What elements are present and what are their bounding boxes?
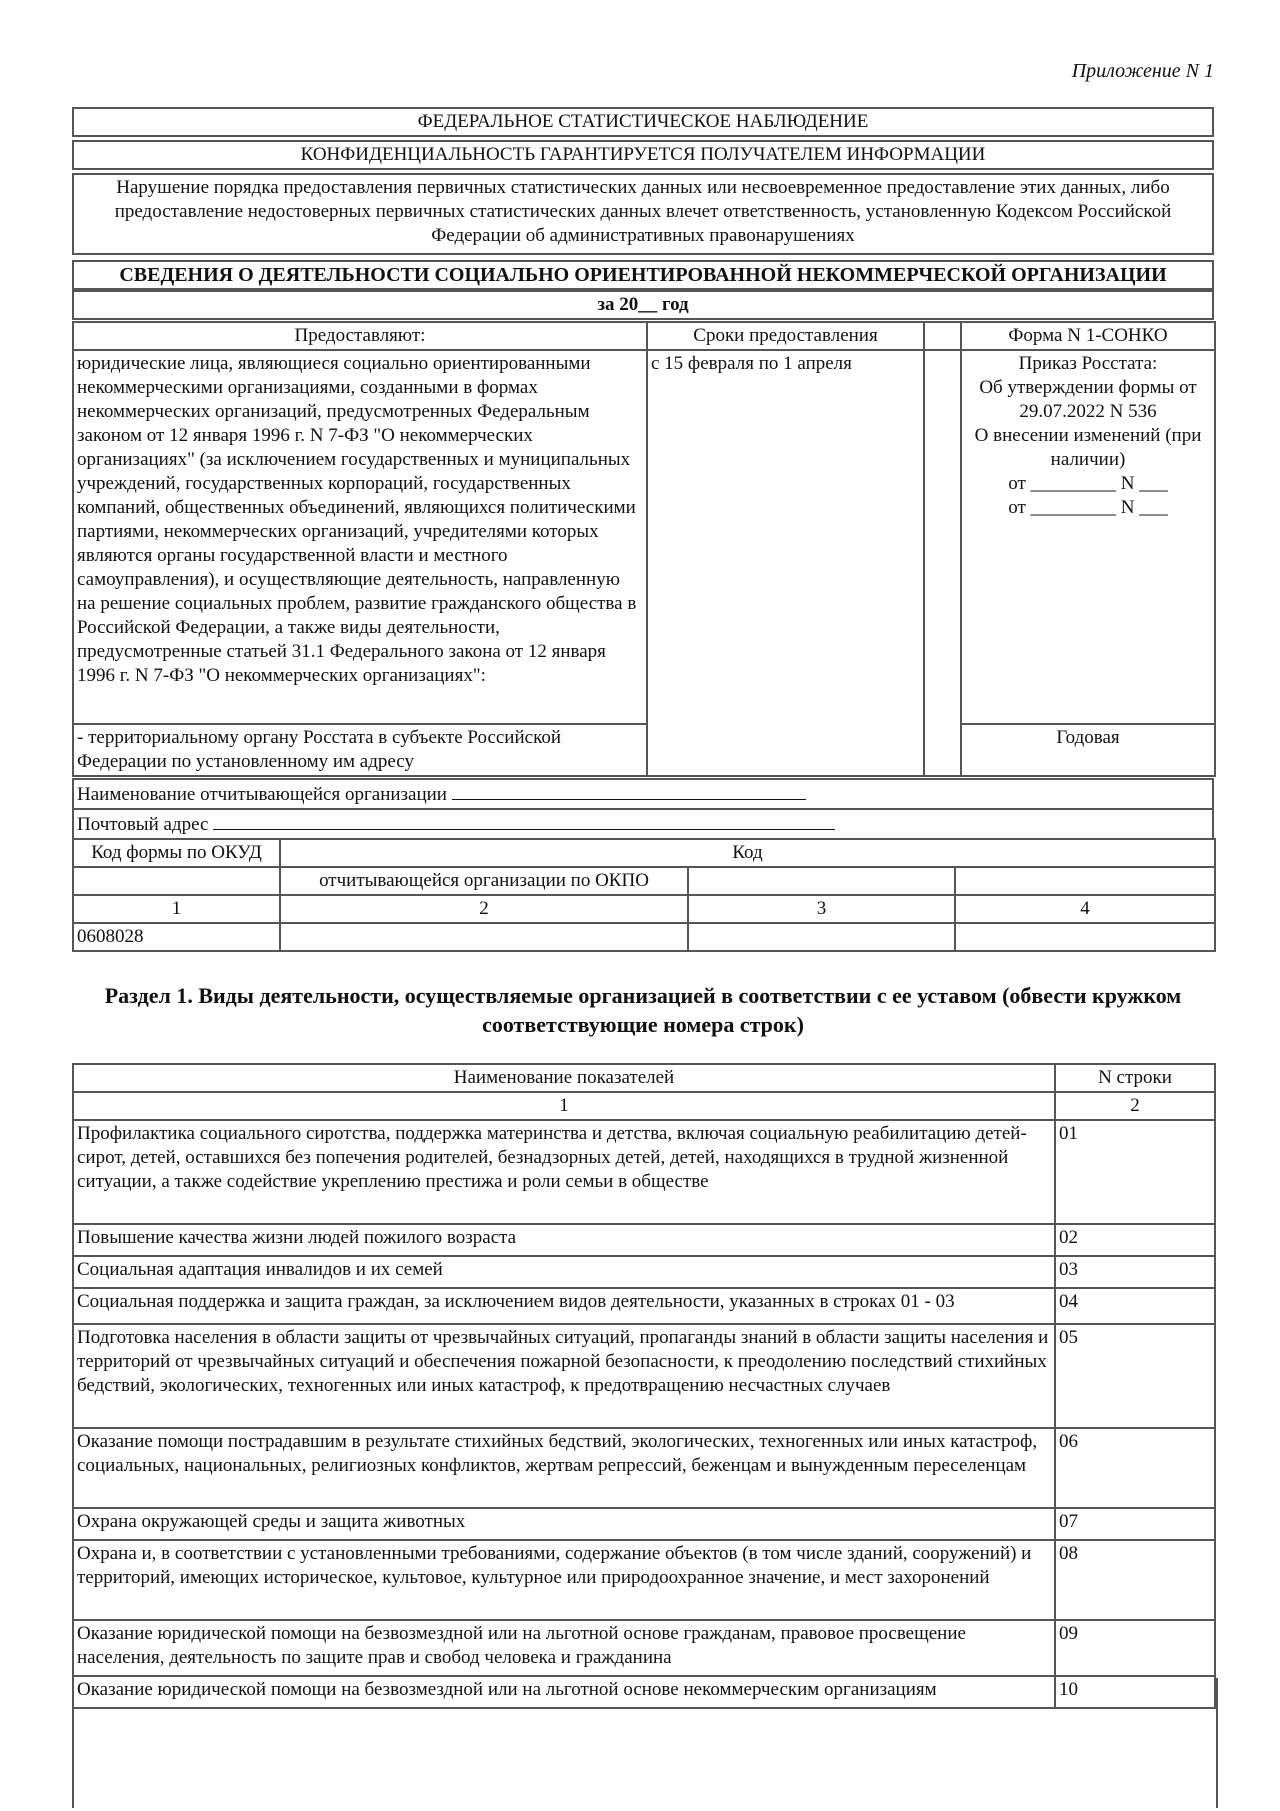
codes-col-number: 2 xyxy=(280,895,688,923)
okpo-label: отчитывающейся организации по ОКПО xyxy=(280,867,688,895)
row-number[interactable]: 03 xyxy=(1055,1256,1215,1288)
row-number[interactable]: 02 xyxy=(1055,1224,1215,1256)
row-number[interactable]: 04 xyxy=(1055,1288,1215,1324)
codes-col-number: 1 xyxy=(73,895,280,923)
col-number: 2 xyxy=(1055,1092,1215,1120)
address-row xyxy=(73,809,1213,839)
indicator-name: Социальная адаптация инвалидов и их семей xyxy=(73,1256,1055,1288)
row-number[interactable]: 10 xyxy=(1055,1676,1215,1708)
warning-text: Нарушение порядка предоставления первичных статистических данных или несвоевременное предоставление этих данных, либо предоставление недостоверных первичных статистических данных влечет ответственность, установленную Кодексом Российской Федерации об административных правонарушениях xyxy=(73,174,1213,254)
table-row xyxy=(73,1256,1215,1288)
table-row xyxy=(73,1540,1215,1620)
section1-table xyxy=(72,1063,1216,1709)
indicator-name: Подготовка населения в области защиты от чрезвычайных ситуаций, пропаганды знаний в области защиты населения и территорий от чрезвычайных ситуаций и обеспечения пожарной безопасности, к преодолению последствий стихийных бедствий, экологических, техногенных или иных катастроф, к предотвращению несчастных случаев xyxy=(73,1324,1055,1428)
periodicity: Годовая xyxy=(961,724,1215,776)
form-title-box xyxy=(72,260,1214,290)
empty-cell xyxy=(688,867,955,895)
col-num-header: N строки xyxy=(1055,1064,1215,1092)
okud-label: Код формы по ОКУД xyxy=(73,839,280,867)
appendix-label: Приложение N 1 xyxy=(1071,60,1214,82)
header-warning xyxy=(72,173,1214,255)
indicator-name: Оказание юридической помощи на безвозмездной или на льготной основе гражданам, правовое просвещение населения, деятельность по защите прав и свобод человека и гражданина xyxy=(73,1620,1055,1676)
indicator-name: Охрана окружающей среды и защита животных xyxy=(73,1508,1055,1540)
code-value-4[interactable] xyxy=(955,923,1215,951)
order-cell xyxy=(961,350,1215,724)
org-name-field[interactable] xyxy=(452,781,806,800)
empty-cell xyxy=(955,867,1215,895)
order-text: Об утверждении формы от 29.07.2022 N 536 xyxy=(979,377,1197,422)
codes-col-number: 3 xyxy=(688,895,955,923)
organization-table xyxy=(72,778,1214,840)
indicator-name: Оказание юридической помощи на безвозмездной или на льготной основе некоммерческим организациям xyxy=(73,1676,1055,1708)
section1-title: Раздел 1. Виды деятельности, осуществляемые организацией в соответствии с ее уставом (обвести кружком соответствующие номера строк) xyxy=(104,983,1182,1037)
table-row xyxy=(73,1620,1215,1676)
indicator-name: Повышение качества жизни людей пожилого возраста xyxy=(73,1224,1055,1256)
table-row xyxy=(73,1288,1215,1324)
org-name-label: Наименование отчитывающейся организации xyxy=(77,784,447,805)
col-number: 1 xyxy=(73,1092,1055,1120)
who-text: юридические лица, являющиеся социально ориентированными некоммерческими организациями, созданными в формах некоммерческих организаций, предусмотренных Федеральным законом от 12 января 1996 г. N 7-ФЗ "О некоммерческих организациях" (за исключением государственных и муниципальных учреждений, государственных корпораций, государственных компаний, общественных объединений, являющихся политическими партиями, некоммерческих организаций, учредителями которых являются органы государственной власти и местного самоуправления), и осуществляющие деятельность, направленную на решение социальных проблем, развитие гражданского общества в Российской Федерации, а также виды деятельности, предусмотренные статьей 31.1 Федерального закона от 12 января 1996 г. N 7-ФЗ "О некоммерческих организациях": xyxy=(73,350,647,724)
code-value-3[interactable] xyxy=(688,923,955,951)
code-label: Код xyxy=(280,839,1215,867)
col-terms-header: Сроки предоставления xyxy=(647,322,924,350)
col-form-header: Форма N 1-СОНКО xyxy=(961,322,1215,350)
continuation-table xyxy=(72,1678,1218,1808)
order-from-1: от _________ N ___ xyxy=(1008,473,1168,494)
address-label: Почтовый адрес xyxy=(77,814,209,835)
row-number[interactable]: 09 xyxy=(1055,1620,1215,1676)
recipient-text: - территориальному органу Росстата в субъекте Российской Федерации по установленному им адресу xyxy=(73,724,647,776)
spacer-cell xyxy=(924,322,961,350)
form-title: СВЕДЕНИЯ О ДЕЯТЕЛЬНОСТИ СОЦИАЛЬНО ОРИЕНТИРОВАННОЙ НЕКОММЕРЧЕСКОЙ ОРГАНИЗАЦИИ xyxy=(73,261,1213,289)
okpo-value[interactable] xyxy=(280,923,688,951)
codes-col-number: 4 xyxy=(955,895,1215,923)
row-number[interactable]: 01 xyxy=(1055,1120,1215,1224)
terms-text: с 15 февраля по 1 апреля xyxy=(647,350,924,776)
changes-text: О внесении изменений (при наличии) xyxy=(974,425,1202,470)
header-line-1: ФЕДЕРАЛЬНОЕ СТАТИСТИЧЕСКОЕ НАБЛЮДЕНИЕ xyxy=(73,108,1213,136)
col-who-header: Предоставляют: xyxy=(73,322,647,350)
spacer-cell xyxy=(924,350,961,776)
col-name-header: Наименование показателей xyxy=(73,1064,1055,1092)
year-line-box xyxy=(72,290,1214,320)
row-number[interactable]: 07 xyxy=(1055,1508,1215,1540)
row-number[interactable]: 08 xyxy=(1055,1540,1215,1620)
indicator-name: Профилактика социального сиротства, поддержка материнства и детства, включая социальную реабилитацию детей-сирот, детей, оставшихся без попечения родителей, безнадзорных детей, детей, находящихся в трудной жизненной ситуации, а также содействие укреплению престижа и роли семьи в обществе xyxy=(73,1120,1055,1224)
okud-value: 0608028 xyxy=(73,923,280,951)
header-line-2: КОНФИДЕНЦИАЛЬНОСТЬ ГАРАНТИРУЕТСЯ ПОЛУЧАТЕЛЕМ ИНФОРМАЦИИ xyxy=(73,141,1213,169)
year-line: за 20__ год xyxy=(73,291,1213,319)
provide-table xyxy=(72,321,1216,777)
indicator-name: Оказание помощи пострадавшим в результате стихийных бедствий, экологических, техногенных или иных катастроф, социальных, национальных, религиозных конфликтов, жертвам репрессий, беженцам и вынужденным переселенцам xyxy=(73,1428,1055,1508)
indicator-name: Социальная поддержка и защита граждан, за исключением видов деятельности, указанных в строках 01 - 03 xyxy=(73,1288,1055,1324)
header-federal-observation xyxy=(72,107,1214,137)
header-confidentiality xyxy=(72,140,1214,170)
address-field[interactable] xyxy=(213,811,835,830)
org-name-row xyxy=(73,779,1213,809)
row-number[interactable]: 06 xyxy=(1055,1428,1215,1508)
order-title: Приказ Росстата: xyxy=(1018,353,1158,374)
table-row xyxy=(73,1508,1215,1540)
empty-cell xyxy=(73,867,280,895)
order-from-2: от _________ N ___ xyxy=(1008,497,1168,518)
table-row xyxy=(73,1324,1215,1428)
table-row xyxy=(73,1428,1215,1508)
table-row xyxy=(73,1224,1215,1256)
table-row xyxy=(73,1120,1215,1224)
codes-table xyxy=(72,838,1216,952)
indicator-name: Охрана и, в соответствии с установленными требованиями, содержание объектов (в том числе зданий, сооружений) и территорий, имеющих историческое, культовое, культурное или природоохранное значение, и мест захоронений xyxy=(73,1540,1055,1620)
row-number[interactable]: 05 xyxy=(1055,1324,1215,1428)
